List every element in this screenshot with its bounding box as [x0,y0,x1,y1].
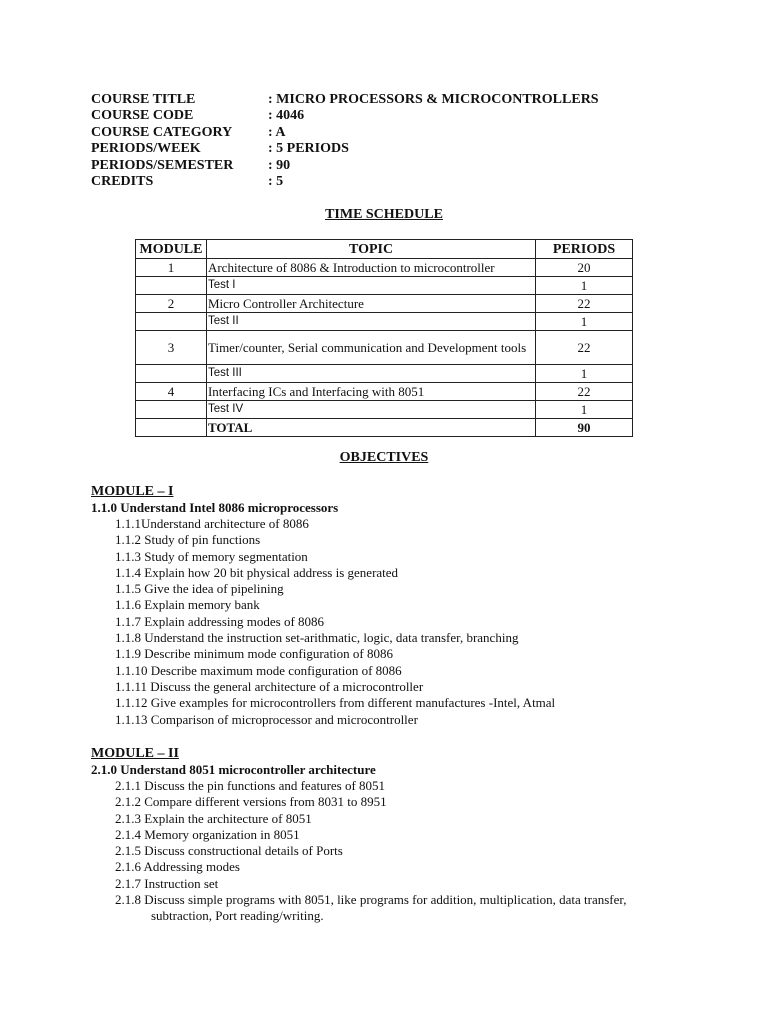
meta-value: : 5 [268,173,284,189]
topic-cell: Micro Controller Architecture [206,295,535,313]
table-row [136,365,633,383]
periods-cell: 22 [536,331,633,365]
module-cell [136,401,207,419]
list-item: 2.1.3 Explain the architecture of 8051 [115,810,312,826]
list-item: 1.1.8 Understand the instruction set-arithmatic, logic, data transfer, branching [115,630,519,646]
list-item: 1.1.2 Study of pin functions [115,532,261,548]
meta-key: PERIODS/SEMESTER [91,157,234,173]
list-item: 2.1.5 Discuss constructional details of Ports [115,843,343,859]
list-item [91,892,711,925]
table-total-row [136,419,633,437]
list-item: 2.1.7 Instruction set [115,875,219,891]
topic-cell: Test I [206,277,535,295]
list-item: 1.1.11 Discuss the general architecture of a microcontroller [115,678,424,694]
periods-cell: 1 [536,365,633,383]
list-item: 1.1.12 Give examples for microcontrollers from different manufactures -Intel, Atmal [115,695,556,711]
module-subtitle: 2.1.0 Understand 8051 microcontroller architecture [91,762,376,777]
module-1-section [91,483,711,728]
module-cell [136,419,207,437]
meta-value: : 90 [268,157,291,173]
objectives-heading: OBJECTIVES [339,450,429,465]
column-header-module: MODULE [136,240,207,259]
list-item: 2.1.6 Addressing modes [115,859,240,875]
total-label: TOTAL [206,419,535,437]
module-cell: 3 [136,331,207,365]
periods-cell: 1 [536,277,633,295]
table-header-row [136,240,633,259]
table-row [136,331,633,365]
meta-value: : A [268,124,286,140]
course-meta [91,92,691,190]
list-item: 1.1.1Understand architecture of 8086 [115,516,309,531]
column-header-topic: TOPIC [206,240,535,259]
meta-row-course-category [91,125,691,141]
module-cell [136,365,207,383]
module-cell [136,277,207,295]
meta-row-course-code [91,108,691,124]
list-item: 1.1.5 Give the idea of pipelining [115,581,284,597]
periods-cell: 20 [536,259,633,277]
topic-cell: Test II [206,313,535,331]
list-item: 2.1.2 Compare different versions from 8031 to 8951 [115,794,387,810]
total-periods: 90 [536,419,633,437]
meta-row-credits [91,174,691,190]
time-schedule-heading: TIME SCHEDULE [325,207,443,222]
table-row [136,401,633,419]
meta-value: : MICRO PROCESSORS & MICROCONTROLLERS [268,92,599,107]
list-item: 2.1.1 Discuss the pin functions and features of 8051 [115,778,386,793]
topic-cell: Architecture of 8086 & Introduction to microcontroller [206,259,535,277]
meta-key: COURSE CODE [91,108,194,124]
objective-list [91,778,711,925]
module-cell: 2 [136,295,207,313]
list-item-line: 2.1.8 Discuss simple programs with 8051, like programs for addition, multiplication, data transfer, [115,892,627,908]
table-row [136,313,633,331]
periods-cell: 1 [536,313,633,331]
meta-row-course-title [91,92,691,108]
meta-key: CREDITS [91,173,154,189]
module-2-section [91,745,711,925]
table-row [136,277,633,295]
column-header-periods: PERIODS [536,240,633,259]
periods-cell: 1 [536,401,633,419]
module-cell [136,313,207,331]
module-title: MODULE – II [91,746,179,761]
module-title: MODULE – I [91,484,174,499]
list-item: 1.1.10 Describe maximum mode configuration of 8086 [115,662,402,678]
meta-key: PERIODS/WEEK [91,141,201,157]
list-item: 1.1.9 Describe minimum mode configuration of 8086 [115,646,394,662]
topic-cell: Interfacing ICs and Interfacing with 8051 [206,383,535,401]
objective-list [91,516,711,728]
module-cell: 4 [136,383,207,401]
periods-cell: 22 [536,383,633,401]
meta-key: COURSE TITLE [91,92,196,107]
table-row [136,383,633,401]
time-schedule-table [135,239,633,437]
table-row [136,295,633,313]
module-subtitle: 1.1.0 Understand Intel 8086 microprocessors [91,500,339,515]
list-item: 2.1.4 Memory organization in 8051 [115,826,300,842]
topic-cell: Test IV [206,401,535,419]
list-item: 1.1.7 Explain addressing modes of 8086 [115,613,325,629]
meta-key: COURSE CATEGORY [91,124,233,140]
table-row [136,259,633,277]
periods-cell: 22 [536,295,633,313]
meta-value: : 5 PERIODS [268,141,349,157]
list-item: 1.1.4 Explain how 20 bit physical address is generated [115,564,399,580]
list-item-line: subtraction, Port reading/writing. [151,908,324,924]
topic-cell: Timer/counter, Serial communication and Development tools [206,331,535,365]
topic-cell: Test III [206,365,535,383]
list-item: 1.1.6 Explain memory bank [115,597,260,613]
list-item: 1.1.13 Comparison of microprocessor and microcontroller [115,711,418,727]
list-item: 1.1.3 Study of memory segmentation [115,548,308,564]
meta-row-periods-week [91,141,691,157]
meta-row-periods-semester [91,158,691,174]
meta-value: : 4046 [268,108,305,124]
module-cell: 1 [136,259,207,277]
